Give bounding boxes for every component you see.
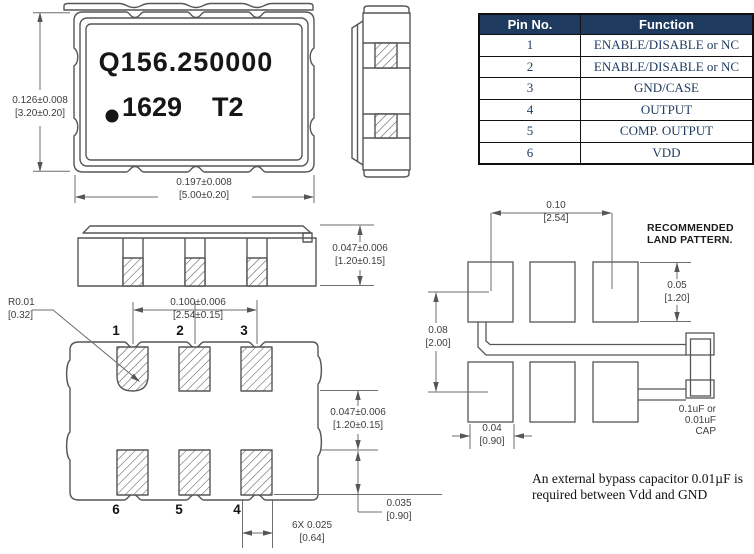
side-view-pad-hatch	[123, 258, 143, 286]
pad-4	[241, 450, 272, 495]
dim-pad-height: 0.035 [0.90]	[386, 498, 412, 522]
pin-label-4: 4	[233, 502, 241, 517]
cap-label: 0.1uF or 0.01uF CAP	[678, 404, 716, 437]
table-header-row	[479, 14, 753, 35]
cap-body	[691, 339, 711, 396]
dim-lp-pitch: 0.10 [2.54]	[543, 200, 569, 224]
top-view-outline	[74, 12, 314, 172]
land-pad	[530, 262, 575, 322]
land-pattern-title: RECOMMENDED LAND PATTERN.	[647, 222, 734, 246]
land-pad	[593, 362, 638, 422]
marking-frequency: Q156.250000	[98, 47, 274, 77]
dim-lp-pad-width: 0.04 [0.90]	[479, 423, 505, 447]
marking-lot: T2	[212, 92, 244, 122]
pad-3	[241, 347, 272, 391]
end-view-body	[363, 13, 410, 170]
table-row: 3 GND/CASE	[479, 78, 753, 100]
vdd-trace	[478, 322, 686, 355]
pad-2	[179, 347, 210, 391]
top-view-cavity	[86, 24, 302, 160]
dim-top-view-width: 0.197±0.008 [5.00±0.20]	[176, 177, 232, 201]
table-row: 1 ENABLE/DISABLE or NC	[479, 35, 753, 57]
dim-lp-row-pitch: 0.08 [2.00]	[425, 325, 451, 349]
end-view-pad-hatch	[375, 43, 397, 68]
dim-lp-pad-height: 0.05 [1.20]	[664, 280, 690, 304]
dim-pad-width: 6X 0.025 [0.64]	[291, 520, 333, 544]
header-pin-no: Pin No.	[479, 14, 581, 35]
side-view-lid	[83, 226, 311, 233]
pin-label-1: 1	[112, 323, 120, 338]
end-view-top-tab	[364, 6, 409, 13]
pad-6	[117, 450, 148, 495]
header-function: Function	[581, 14, 754, 35]
dim-corner-radius: R0.01 [0.32]	[8, 297, 35, 321]
pin-label-2: 2	[176, 323, 184, 338]
table-row: 6 VDD	[479, 142, 753, 164]
pin1-index-dot	[106, 110, 119, 123]
table-row: 2 ENABLE/DISABLE or NC	[479, 56, 753, 78]
end-view-bottom-tab	[364, 170, 409, 177]
land-pad	[593, 262, 638, 322]
pin-label-5: 5	[175, 502, 183, 517]
pad-5	[179, 450, 210, 495]
gnd-trace	[638, 389, 686, 400]
side-view-pad-hatch	[185, 258, 205, 286]
end-view-pad-hatch	[375, 114, 397, 138]
top-view-inner-rim	[80, 18, 308, 166]
pin-label-6: 6	[112, 502, 120, 517]
dim-top-view-height: 0.126±0.008 [3.20±0.20]	[12, 95, 68, 119]
land-pad	[530, 362, 575, 422]
pin-label-3: 3	[240, 323, 248, 338]
dim-side-view-height: 0.047±0.006 [1.20±0.15]	[332, 243, 388, 267]
dim-row-gap: 0.047±0.006 [1.20±0.15]	[330, 407, 386, 431]
marking-datecode: 1629	[122, 92, 183, 122]
pin-function-table	[478, 13, 754, 165]
table-row: 5 COMP. OUTPUT	[479, 121, 753, 143]
bypass-capacitor-note: An external bypass capacitor 0.01µF is required between Vdd and GND	[532, 471, 743, 502]
pad-1	[117, 347, 148, 391]
dim-pad-pitch: 0.100±0.006 [2.54±0.15]	[170, 297, 226, 321]
top-sliver-view	[64, 4, 313, 11]
side-view-pad-hatch	[247, 258, 267, 286]
table-row: 4 OUTPUT	[479, 99, 753, 121]
